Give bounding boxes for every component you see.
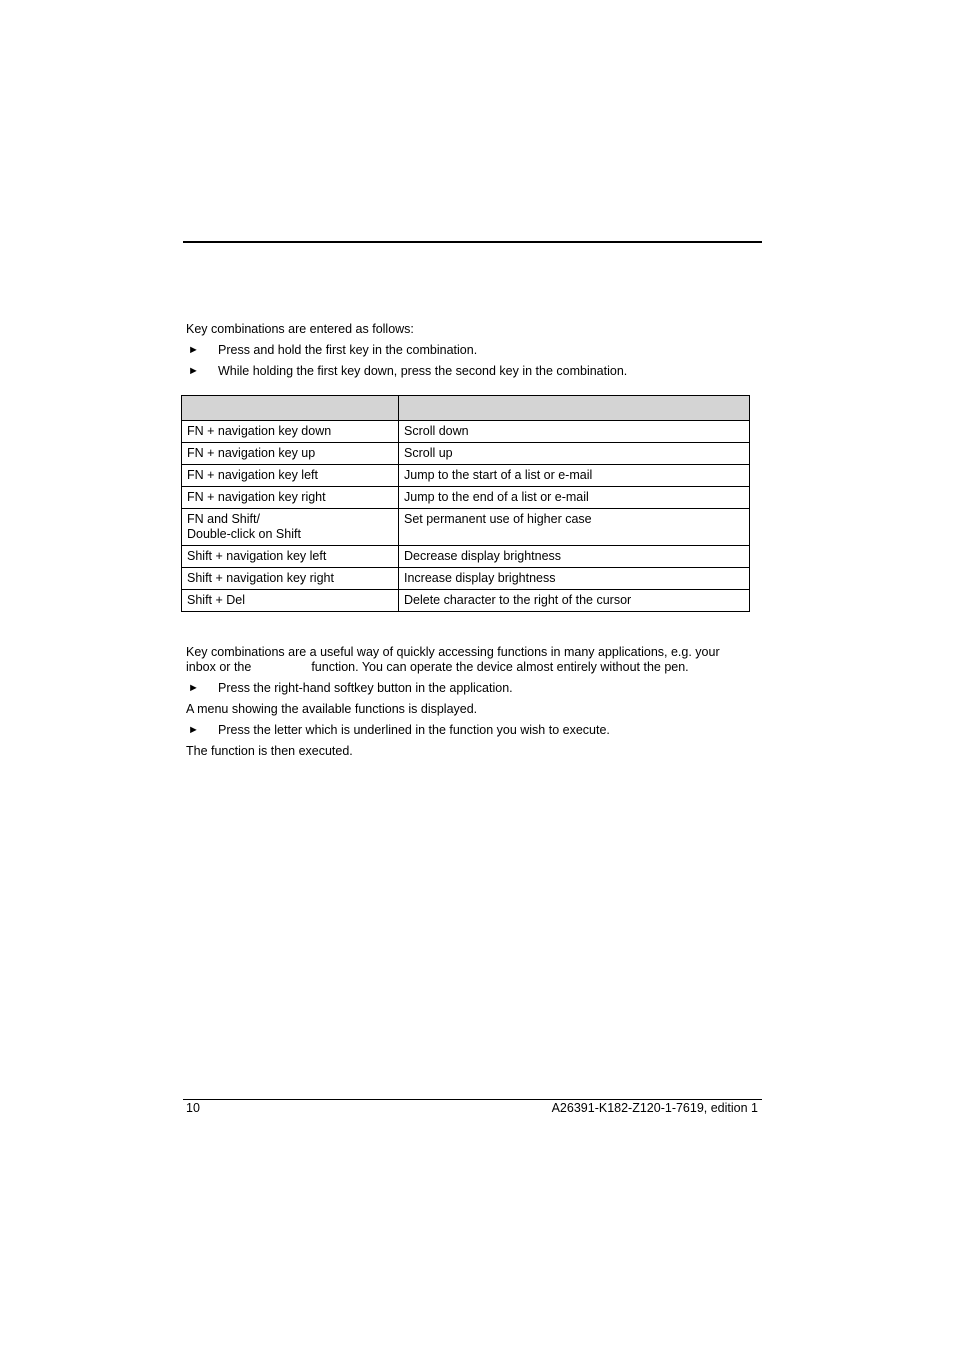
key-combination-cell: Shift + navigation key right	[182, 568, 399, 590]
page-number: 10	[186, 1101, 200, 1115]
table-header-row	[182, 396, 750, 421]
table-row	[182, 421, 750, 443]
result-text: A menu showing the available functions is displayed.	[186, 702, 478, 716]
function-cell: Increase display brightness	[399, 568, 750, 590]
step-text: Press and hold the first key in the combination.	[218, 343, 478, 357]
function-cell: Jump to the end of a list or e-mail	[399, 487, 750, 509]
intro-lead: Key combinations are entered as follows:	[186, 322, 414, 336]
bullet-arrow-icon: ►	[188, 344, 199, 356]
table-row	[182, 590, 750, 612]
step-text: Press the letter which is underlined in the function you wish to execute.	[218, 723, 610, 737]
step-text: Press the right-hand softkey button in the application.	[218, 681, 513, 695]
step-text: While holding the first key down, press the second key in the combination.	[218, 364, 628, 378]
key-combination-cell: Shift + navigation key left	[182, 546, 399, 568]
document-id: A26391-K182-Z120-1-7619, edition 1	[551, 1101, 758, 1115]
table-row	[182, 568, 750, 590]
key-combination-cell: Shift + Del	[182, 590, 399, 612]
key-combination-table	[181, 395, 750, 612]
key-combination-cell: FN + navigation key right	[182, 487, 399, 509]
key-combination-cell: FN + navigation key up	[182, 443, 399, 465]
bullet-arrow-icon: ►	[188, 682, 199, 694]
step-item	[186, 364, 750, 379]
function-cell: Delete character to the right of the cursor	[399, 590, 750, 612]
intro-section	[186, 322, 750, 385]
result-text: The function is then executed.	[186, 744, 353, 758]
footer-rule	[183, 1099, 762, 1100]
table-row	[182, 546, 750, 568]
table-header-cell	[182, 396, 399, 421]
key-combination-cell: FN + navigation key down	[182, 421, 399, 443]
table-row	[182, 509, 750, 546]
key-combination-cell: FN and Shift/ Double-click on Shift	[182, 509, 399, 546]
table-row	[182, 443, 750, 465]
function-cell: Decrease display brightness	[399, 546, 750, 568]
paragraph-text: Key combinations are a useful way of quickly accessing functions in many applications, e.g. your inbox or the	[186, 645, 720, 674]
table-header-cell	[399, 396, 750, 421]
shortcut-paragraph	[186, 645, 750, 675]
function-cell: Scroll up	[399, 443, 750, 465]
shortcut-section	[186, 645, 750, 765]
function-cell: Set permanent use of higher case	[399, 509, 750, 546]
function-cell: Scroll down	[399, 421, 750, 443]
table-row	[182, 487, 750, 509]
bullet-arrow-icon: ►	[188, 365, 199, 377]
step-item	[186, 723, 750, 738]
key-combination-cell: FN + navigation key left	[182, 465, 399, 487]
bullet-arrow-icon: ►	[188, 724, 199, 736]
function-cell: Jump to the start of a list or e-mail	[399, 465, 750, 487]
step-item	[186, 681, 750, 696]
header-rule	[183, 241, 762, 243]
paragraph-text: function. You can operate the device almost entirely without the pen.	[311, 660, 689, 674]
step-item	[186, 343, 750, 358]
table-row	[182, 465, 750, 487]
